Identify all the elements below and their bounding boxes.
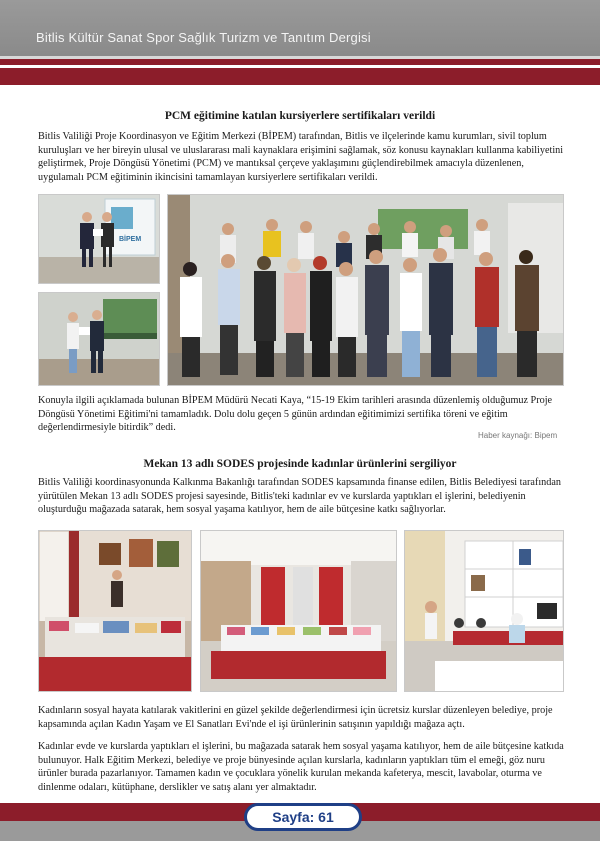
page-number: Sayfa: 61 <box>244 803 362 831</box>
article1-title: PCM eğitimine katılan kursiyerlere sertifikaları verildi <box>164 110 436 122</box>
magazine-title: Bitlis Kültür Sanat Spor Sağlık Turizm ve Tanıtım Dergisi <box>36 30 371 45</box>
article2-intro: Bitlis Valiliği koordinasyonunda Kalkınma Bakanlığı tarafından SODES kapsamında finanse edilen, Bitlis Belediyesi tarafından yürütülen Mekan 13 adlı SODES projesi sayesinde, Bitlis'teki kadınlar ev ve kurslarda yaptıkları el işlerini, belediyenin oluşturduğu mağazada satarak, hem sosyal yaşama katılıyor, hem de aile bütçesine katkı sağlıyorlar. <box>38 477 561 516</box>
news-source: Haber kaynağı: Bipem <box>478 431 558 440</box>
article2-title: Mekan 13 adlı SODES projesinde kadınlar ürünlerini sergiliyor <box>143 458 457 470</box>
bipem-banner-text: BİPEM <box>119 236 142 243</box>
article2-paragraph-3: Kadınlar evde ve kurslarda yaptıkları el işlerini, bu mağazada satarak hem sosyal yaşama katılıyor, hem de aile bütçesine katkıda bulunuyor. Halk Eğitim Merkezi, belediye ve proje bünyesinde açılan kurslarla, kadınların yaptıkları tüm el emeği, göz nuru ürünler burada pazarlanıyor. Tamamen kadın ve çocuklara yönelik kurulan mekanda kafeterya, mescit, lavabolar, oturma ve dinlenme odaları, kütüphane, derslikler ve satış alanı yer almaktadır. <box>38 741 564 793</box>
article2-paragraph-2: Kadınların sosyal hayata katılarak vakitlerini en güzel şekilde değerlendirmesi için ücretsiz kurslar düzenleyen belediye, proje kapsamında açılan Kadın Yaşam ve El Sanatları Evi'nde el işi ürünlerinin satışının yapıldığı mağaza açtı. <box>38 705 553 730</box>
photo-certificate-handover-1 <box>38 194 160 284</box>
article1-intro: Bitlis Valiliği Proje Koordinasyon ve Eğitim Merkezi (BİPEM) tarafından, Bitlis ve ilçelerinde kamu kurumları, sivil toplum kuruluşları ve her bireyin ulusal ve uluslararası mali kaynaklara erişimini sağlamak, söz konusu kaynakları kullanma kabiliyetini geliştirmek, Proje Döngüsü Yönetimi (PCM) ve mantıksal çerçeve yaklaşımını güçlendirebilmek amacıyla düzenlenen, uygulamalı PCM eğitiminin ikincisini tamamlayan kursiyerlere sertifikaları verildi. <box>38 131 564 183</box>
photo-group-certificates <box>167 194 564 386</box>
photo-classroom-library <box>404 530 564 692</box>
magazine-header <box>0 0 600 56</box>
article1-quote: Konuyla ilgili açıklamada bulunan BİPEM Müdürü Necati Kaya, “15-19 Ekim tarihleri arasında düzenlemiş olduğumuz Proje Döngüsü Yönetimi Eğitimi'ni tamamladık. Dolu dolu geçen 5 günün ardından eğitimimizi sertifika töreni ve eğitim değerlendirmesiyle bitirdik” dedi. <box>38 395 553 434</box>
header-red-band <box>0 56 600 85</box>
photo-certificate-handover-2 <box>38 292 160 386</box>
photo-shop-interior <box>200 530 397 692</box>
photo-handicraft-shop <box>38 530 192 692</box>
